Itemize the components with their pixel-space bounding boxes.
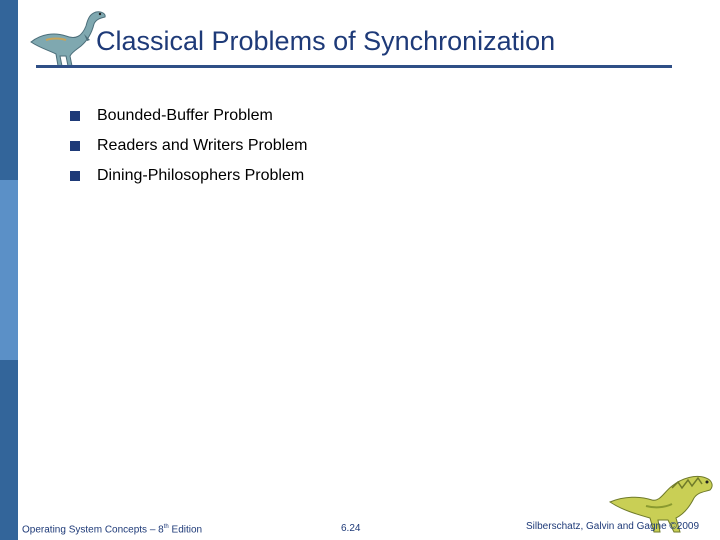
bullet-text: Readers and Writers Problem bbox=[97, 137, 308, 154]
slide-title: Classical Problems of Synchronization bbox=[96, 26, 556, 56]
footer-book-title: Operating System Concepts – 8th Edition bbox=[22, 524, 203, 536]
list-item bbox=[70, 101, 307, 131]
sidebar-segment-top bbox=[0, 0, 18, 180]
square-bullet-icon bbox=[70, 171, 80, 181]
sidebar-segment-bottom bbox=[0, 360, 18, 540]
sidebar-segment-middle bbox=[0, 180, 18, 360]
title-divider bbox=[36, 65, 672, 68]
list-item bbox=[70, 131, 307, 161]
footer-page-number: 6.24 bbox=[341, 523, 361, 534]
list-item bbox=[70, 161, 307, 191]
footer-copyright: Silberschatz, Galvin and Gagne ©2009 bbox=[526, 521, 700, 532]
square-bullet-icon bbox=[70, 111, 80, 121]
square-bullet-icon bbox=[70, 141, 80, 151]
bullet-text: Bounded-Buffer Problem bbox=[97, 107, 273, 124]
sidebar-stripe bbox=[0, 0, 18, 540]
bullet-text: Dining-Philosophers Problem bbox=[97, 167, 305, 184]
bullet-list bbox=[70, 101, 307, 191]
